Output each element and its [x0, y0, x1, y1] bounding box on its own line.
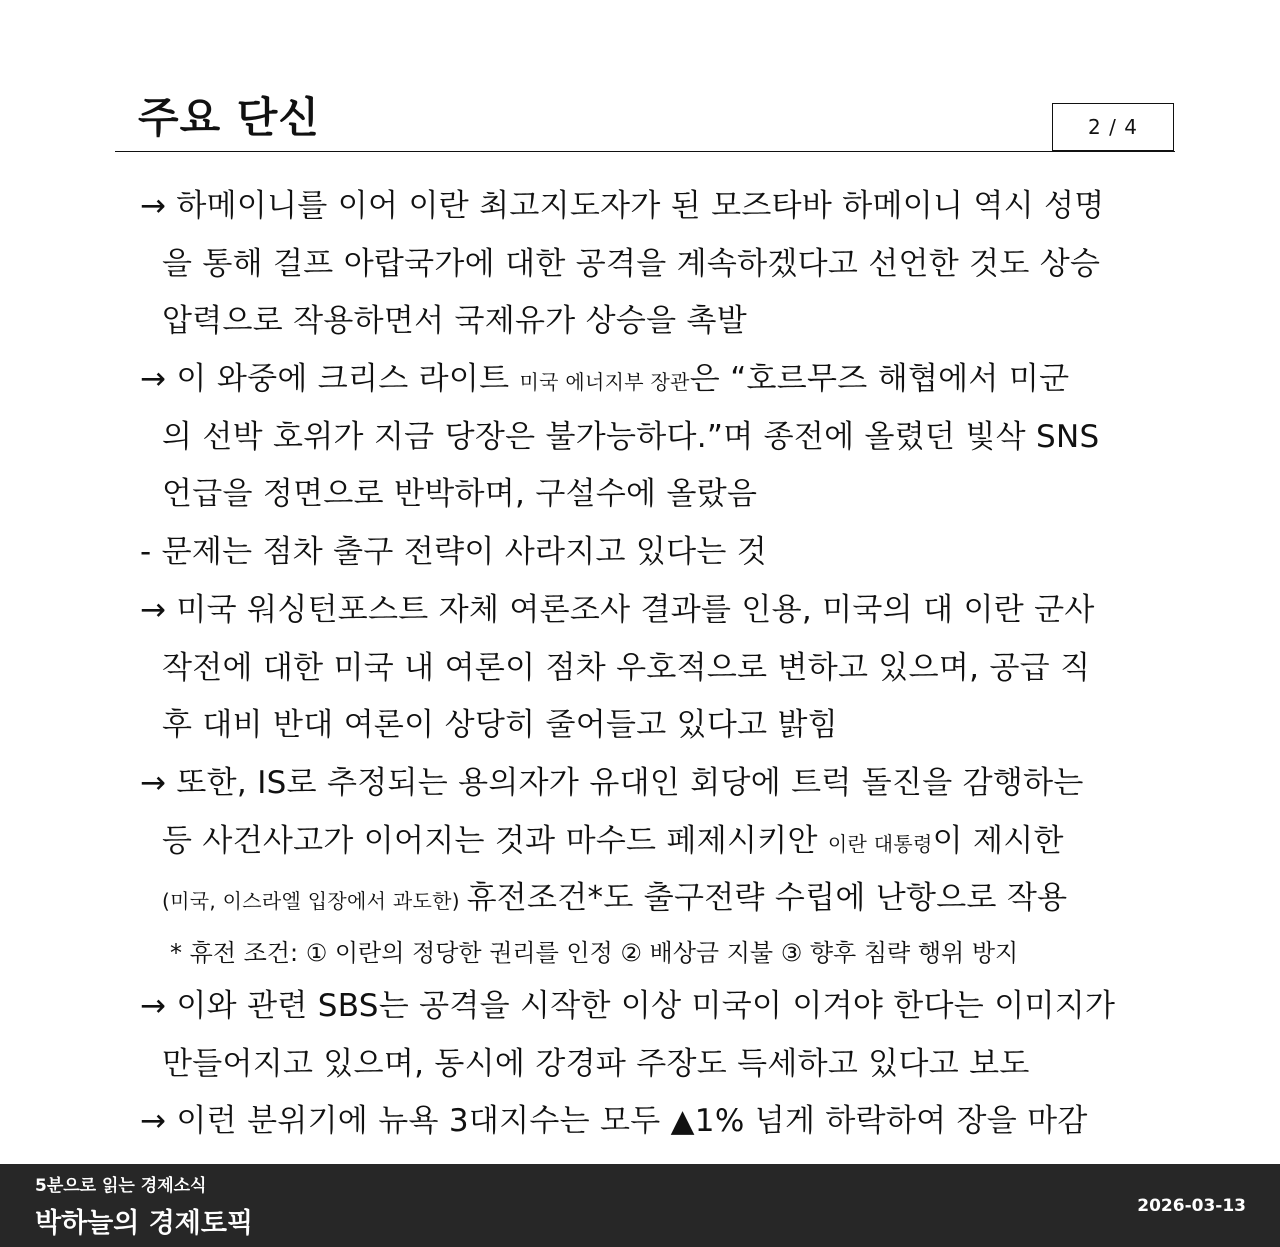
text-line: 의 선박 호위가 지금 당장은 불가능하다.”며 종전에 올렸던 빛삭 SNS [162, 418, 1100, 455]
inline-annotation: 이란 대통령 [827, 831, 933, 856]
page-indicator: 2 / 4 [1052, 103, 1174, 151]
text-segment: → 이 와중에 크리스 라이트 [140, 361, 520, 398]
text-segment: 은 “호르무즈 해협에서 미군 [689, 361, 1070, 398]
text-line: - 문제는 점차 출구 전략이 사라지고 있다는 것 [140, 534, 767, 571]
footer-date: 2026-03-13 [1137, 1196, 1246, 1216]
article-body [140, 178, 1175, 1151]
text-line: 만들어지고 있으며, 동시에 강경파 주장도 득세하고 있다고 보도 [162, 1045, 1030, 1082]
inline-annotation: (미국, 이스라엘 입장에서 과도한) [162, 889, 467, 914]
footer-brand: 박하늘의 경제토픽 [35, 1208, 254, 1239]
footer-subtitle: 5분으로 읽는 경제소식 [35, 1176, 207, 1196]
footnote: * 휴전 조건: ① 이란의 정당한 권리를 인정 ② 배상금 지불 ③ 향후 침략 행위 방지 [170, 938, 1019, 967]
page-title: 주요 단신 [138, 93, 320, 142]
text-line [140, 870, 1175, 928]
text-line: → 하메이니를 이어 이란 최고지도자가 된 모즈타바 하메이니 역시 성명 [140, 188, 1105, 224]
text-line [140, 813, 1175, 871]
text-segment: 휴전조건*도 출구전략 수립에 난항으로 작용 [466, 880, 1068, 917]
text-line: 압력으로 작용하면서 국제유가 상승을 촉발 [162, 303, 748, 340]
inline-annotation: 미국 에너지부 장관 [519, 370, 690, 395]
text-line: → 이런 분위기에 뉴욕 3대지수는 모두 ▲1% 넘게 하락하여 장을 마감 [140, 1103, 1088, 1140]
text-line: 을 통해 걸프 아랍국가에 대한 공격을 계속하겠다고 선언한 것도 상승 [162, 245, 1101, 282]
title-divider [115, 151, 1175, 152]
footer-bar [0, 1164, 1280, 1247]
text-line: → 미국 워싱턴포스트 자체 여론조사 결과를 인용, 미국의 대 이란 군사 [140, 591, 1095, 628]
text-line: → 이와 관련 SBS는 공격을 시작한 이상 미국이 이겨야 한다는 이미지가 [140, 987, 1116, 1024]
text-line [140, 351, 1175, 409]
text-line: 작전에 대한 미국 내 여론이 점차 우호적으로 변하고 있으며, 공급 직 [162, 649, 1091, 686]
text-line: → 또한, IS로 추정되는 용의자가 유대인 회당에 트럭 돌진을 감행하는 [140, 764, 1084, 801]
text-line: 후 대비 반대 여론이 상당히 줄어들고 있다고 밝힘 [162, 707, 838, 744]
text-segment: 이 제시한 [932, 822, 1064, 859]
text-segment: 등 사건사고가 이어지는 것과 마수드 페제시키안 [162, 822, 828, 859]
text-line: 언급을 정면으로 반박하며, 구설수에 올랐음 [162, 476, 758, 513]
